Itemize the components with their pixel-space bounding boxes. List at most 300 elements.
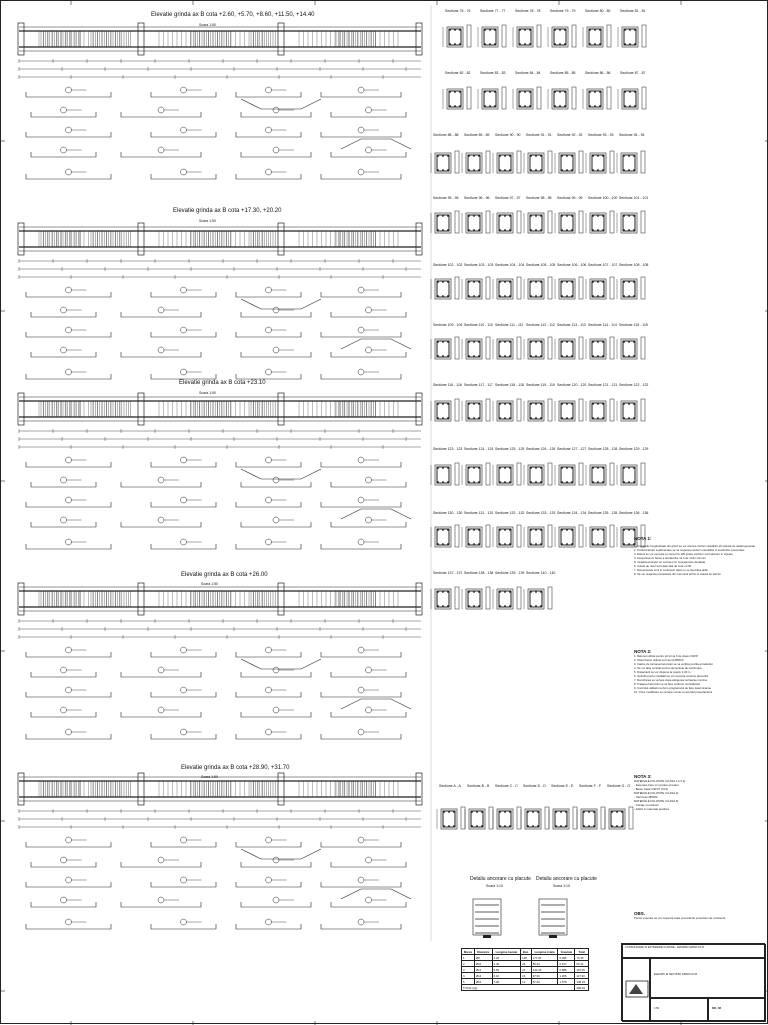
section-bar <box>504 341 506 343</box>
table-cell: Ø12 <box>474 967 492 973</box>
rebar-mark <box>266 877 272 883</box>
stirrup-shape <box>486 525 490 547</box>
stirrup-shape <box>455 399 459 421</box>
table-header: Marca <box>462 949 475 955</box>
stirrup-shape <box>517 399 521 421</box>
section-bar <box>473 355 475 357</box>
note-line: 3. Etrierii se vor executa cu ciocuri la 135 grade conform normativelor in vigoare <box>634 552 733 556</box>
section-bar <box>478 155 480 157</box>
section-bar <box>499 481 501 483</box>
section-bar <box>504 417 506 419</box>
section-bar <box>571 403 573 405</box>
section-bar <box>468 295 470 297</box>
section-bar <box>599 29 601 31</box>
section-title: Sectiune 109 - 109 <box>433 323 463 327</box>
section-bar <box>471 825 473 827</box>
section-title: Sectiune 137 - 137 <box>433 571 463 575</box>
section-bar <box>442 341 444 343</box>
section-bar <box>561 281 563 283</box>
section-bar <box>628 215 630 217</box>
section-stirrup <box>437 215 449 231</box>
elevation-scale-4: Scara 1:50 <box>201 582 218 586</box>
section-bar <box>437 481 439 483</box>
rebar-mark <box>158 307 164 313</box>
section-bar <box>447 467 449 469</box>
section-bar <box>540 467 542 469</box>
section-bar <box>509 155 511 157</box>
detail-scale-2: Scara 1:10 <box>553 884 570 888</box>
section-bar <box>478 417 480 419</box>
stirrup-shape <box>641 399 645 421</box>
section-bar <box>530 417 532 419</box>
section-stirrup <box>449 91 461 107</box>
section-bar <box>530 341 532 343</box>
section-bar <box>449 105 451 107</box>
section-bar <box>540 355 542 357</box>
section-bar <box>597 481 599 483</box>
rebar-mark <box>181 539 187 545</box>
section-bar <box>597 403 599 405</box>
section-bar <box>597 355 599 357</box>
quantity-table-wrap <box>461 948 589 991</box>
section-title: Sectiune 140 - 140 <box>526 571 556 575</box>
section-bar <box>535 295 537 297</box>
section-bar <box>554 105 556 107</box>
section-bar <box>624 29 626 31</box>
column <box>416 773 422 805</box>
section-bar <box>623 341 625 343</box>
section-bar <box>530 295 532 297</box>
section-bar <box>473 341 475 343</box>
section-bar <box>437 403 439 405</box>
section-stirrup <box>530 467 542 483</box>
section-bar <box>454 105 456 107</box>
section-bar <box>437 591 439 593</box>
elevation-scale-3: Scara 1:50 <box>199 391 216 395</box>
section-bar <box>602 295 604 297</box>
section-bar <box>571 355 573 357</box>
rebar-mark <box>366 107 372 113</box>
stirrup-shape <box>573 807 577 829</box>
section-bar <box>628 355 630 357</box>
section-bar <box>509 543 511 545</box>
section-bar <box>535 281 537 283</box>
section-title: Sectiune 129 - 129 <box>619 447 649 451</box>
section-bar <box>454 43 456 45</box>
section-bar <box>504 467 506 469</box>
note-line: MATERIALE FOLOSITE (CLASA 3): <box>634 799 680 803</box>
section-bar <box>633 281 635 283</box>
section-bar <box>509 281 511 283</box>
section-bar <box>442 355 444 357</box>
section-bar <box>443 811 445 813</box>
stirrup-shape <box>641 337 645 359</box>
section-bar <box>437 341 439 343</box>
section-bar <box>623 543 625 545</box>
section-bar <box>611 825 613 827</box>
section-bar <box>447 169 449 171</box>
section-bar <box>537 825 539 827</box>
section-stirrup <box>468 155 480 171</box>
section-bar <box>594 91 596 93</box>
section-bar <box>437 605 439 607</box>
note-line: - Beton clasa C30/37 (XC1) <box>634 787 669 791</box>
section-bar <box>623 355 625 357</box>
note-line: 6. Cotele de nivel sunt date fata de cota +0.00 <box>634 564 692 568</box>
note-block-3 <box>634 774 764 811</box>
note-line: 5. Innadirea barelor se va face prin suprapunere decalata <box>634 560 706 564</box>
section-bar <box>447 281 449 283</box>
section-bar <box>561 295 563 297</box>
elevation-scale-5: Scara 1:50 <box>201 775 218 779</box>
section-stirrup <box>530 281 542 297</box>
stirrup-shape <box>517 525 521 547</box>
section-bar <box>559 105 561 107</box>
section-title: Sectiune 122 - 122 <box>619 383 649 387</box>
drawing-title: ELEVATII SI SECTIUNI GRINZI AX B <box>654 973 697 976</box>
note-line: MATERIALE FOLOSITE (CLASA 2): <box>634 791 680 795</box>
section-stirrup <box>468 341 480 357</box>
section-bar <box>473 467 475 469</box>
section-bar <box>529 91 531 93</box>
section-bar <box>509 825 511 827</box>
rebar-mark <box>66 287 72 293</box>
section-bar <box>447 543 449 545</box>
section-stirrup <box>468 403 480 419</box>
section-bar <box>504 403 506 405</box>
note-line: 4. Se vor lasa mustati pentru elementele de continuare <box>634 666 702 670</box>
section-stirrup <box>471 811 483 827</box>
section-stirrup <box>555 811 567 827</box>
rebar-mark <box>61 107 67 113</box>
section-bar <box>540 605 542 607</box>
section-bar <box>633 467 635 469</box>
rebar-mark <box>66 369 72 375</box>
section-bar <box>437 467 439 469</box>
section-bar <box>519 91 521 93</box>
rebar-mark <box>266 457 272 463</box>
section-bar <box>561 341 563 343</box>
section-title: Sectiune 132 - 132 <box>495 511 525 515</box>
rebar-mark <box>158 477 164 483</box>
rebar-mark <box>66 169 72 175</box>
section-bar <box>602 481 604 483</box>
stirrup-shape <box>572 87 576 109</box>
section-bar <box>535 403 537 405</box>
stirrup-shape <box>641 211 645 233</box>
column <box>416 393 422 425</box>
table-cell: 1.578 <box>558 979 575 985</box>
rebar-mark <box>266 127 272 133</box>
section-stirrup <box>623 403 635 419</box>
section-bar <box>453 825 455 827</box>
section-bar <box>447 295 449 297</box>
section-bar <box>494 43 496 45</box>
section-bar <box>442 591 444 593</box>
section-stirrup <box>468 529 480 545</box>
section-title: Sectiune 115 - 115 <box>619 323 648 327</box>
section-bar <box>628 229 630 231</box>
rebar-mark <box>158 517 164 523</box>
section-stirrup <box>443 811 455 827</box>
stirrup-shape <box>486 277 490 299</box>
note-line: 8. Se vor respecta prevederile din memoriul tehnic si caietul de sarcini <box>634 572 721 576</box>
drawing-linework <box>1 1 768 1025</box>
section-stirrup <box>468 281 480 297</box>
section-bar <box>566 481 568 483</box>
rebar-mark <box>66 497 72 503</box>
section-title: Sectiune 83 - 83 <box>480 71 506 75</box>
section-bar <box>437 355 439 357</box>
section-bar <box>529 29 531 31</box>
section-bar <box>437 543 439 545</box>
section-bar <box>597 155 599 157</box>
section-bar <box>597 229 599 231</box>
section-bar <box>447 355 449 357</box>
stirrup-shape <box>517 463 521 485</box>
table-cell: 97.60 <box>531 973 558 979</box>
stirrup-shape <box>579 211 583 233</box>
section-bar <box>634 29 636 31</box>
section-stirrup <box>530 215 542 231</box>
section-bar <box>509 169 511 171</box>
section-bar <box>468 155 470 157</box>
section-bar <box>540 215 542 217</box>
rebar-mark <box>66 327 72 333</box>
section-stirrup <box>561 155 573 171</box>
rebar-mark <box>181 877 187 883</box>
section-stirrup <box>437 403 449 419</box>
section-title: Sectiune 118 - 118 <box>495 383 524 387</box>
rebar-mark <box>273 107 279 113</box>
section-bar <box>628 281 630 283</box>
section-bar <box>530 403 532 405</box>
rebar-mark <box>358 457 364 463</box>
section-bar <box>592 229 594 231</box>
rebar-mark <box>66 457 72 463</box>
section-bar <box>571 481 573 483</box>
section-bar <box>437 295 439 297</box>
note-line: - Otel beton B500C <box>634 795 658 799</box>
section-bar <box>504 155 506 157</box>
section-bar <box>468 169 470 171</box>
section-bar <box>509 215 511 217</box>
bent-bar <box>341 509 411 519</box>
section-bar <box>443 825 445 827</box>
section-bar <box>623 467 625 469</box>
section-bar <box>623 229 625 231</box>
section-bar <box>449 29 451 31</box>
section-stirrup <box>468 591 480 607</box>
section-bar <box>592 295 594 297</box>
rebar-mark <box>181 369 187 375</box>
note-line: 4. Acoperirea cu beton a armaturilor va fi de minim 30 mm <box>634 556 706 560</box>
section-bar <box>566 543 568 545</box>
section-bar <box>566 169 568 171</box>
detail-scale-1: Scara 1:10 <box>486 884 503 888</box>
section-bar <box>589 91 591 93</box>
section-bar <box>478 467 480 469</box>
rebar-mark <box>273 307 279 313</box>
note-line: 3. Inainte de turnarea betonului se va verifica pozitia armaturilor <box>634 662 713 666</box>
section-bar <box>447 229 449 231</box>
section-bar <box>602 355 604 357</box>
stirrup-shape <box>579 463 583 485</box>
bottom-section-title: Sectiune F - F <box>579 784 601 788</box>
section-bar <box>478 591 480 593</box>
stirrup-shape <box>486 151 490 173</box>
section-bar <box>478 341 480 343</box>
section-bar <box>540 341 542 343</box>
table-header: Greutate <box>558 949 575 955</box>
note-line: 1. Armaturile longitudinale din grinzi se vor ancora conform detaliilor din plansa de detalii generale <box>634 544 756 548</box>
section-bar <box>628 481 630 483</box>
section-bar <box>530 215 532 217</box>
section-bar <box>559 43 561 45</box>
table-header: Diametru <box>474 949 492 955</box>
section-bar <box>473 215 475 217</box>
elevation-title-3: Elevatie grinda ax B cota +23.10 <box>179 380 266 386</box>
section-title: Sectiune 134 - 134 <box>557 511 587 515</box>
obs-title: OBS. <box>634 911 646 916</box>
column <box>278 23 284 55</box>
section-bar <box>524 29 526 31</box>
section-bar <box>442 417 444 419</box>
detail-outline <box>473 899 501 935</box>
section-title: Sectiune 111 - 111 <box>495 323 524 327</box>
section-bar <box>623 155 625 157</box>
section-title: Sectiune 78 - 78 <box>515 9 541 13</box>
section-stirrup <box>592 529 604 545</box>
note-line: 7. Decofrarea se va face dupa atingerea rezistentei minime <box>634 678 708 682</box>
note-line: MATERIALE FOLOSITE (CLASA 1.1/1.2): <box>634 779 687 783</box>
section-bar <box>633 169 635 171</box>
section-title: Sectiune 116 - 116 <box>433 383 462 387</box>
section-stirrup <box>499 215 511 231</box>
rebar-mark <box>366 517 372 523</box>
section-title: Sectiune 121 - 121 <box>588 383 618 387</box>
section-bar <box>561 481 563 483</box>
section-title: Sectiune 107 - 107 <box>588 263 618 267</box>
rebar-mark <box>273 667 279 673</box>
section-stirrup <box>484 29 496 45</box>
section-bar <box>499 295 501 297</box>
section-bar <box>478 229 480 231</box>
section-bar <box>537 811 539 813</box>
section-bar <box>530 605 532 607</box>
section-bar <box>566 295 568 297</box>
section-bar <box>504 543 506 545</box>
note-1-title: NOTA 1: <box>634 536 652 541</box>
section-stirrup <box>499 467 511 483</box>
rebar-mark <box>61 477 67 483</box>
rebar-mark <box>366 707 372 713</box>
section-bar <box>560 811 562 813</box>
section-bar <box>633 403 635 405</box>
section-bar <box>532 825 534 827</box>
rebar-mark <box>358 169 364 175</box>
section-bar <box>592 543 594 545</box>
section-bar <box>468 341 470 343</box>
section-bar <box>555 811 557 813</box>
section-bar <box>623 417 625 419</box>
section-stirrup <box>561 281 573 297</box>
rebar-mark <box>61 857 67 863</box>
section-bar <box>624 91 626 93</box>
section-bar <box>561 355 563 357</box>
stirrup-shape <box>486 211 490 233</box>
detail-title-2: Detaliu ancorare cu placute <box>536 876 597 882</box>
stirrup-shape <box>455 277 459 299</box>
section-bar <box>524 105 526 107</box>
stirrup-shape <box>467 87 471 109</box>
section-bar <box>437 529 439 531</box>
section-bar <box>599 43 601 45</box>
section-bar <box>589 105 591 107</box>
section-bar <box>594 29 596 31</box>
section-bar <box>540 481 542 483</box>
stirrup-shape <box>610 337 614 359</box>
section-title: Sectiune 131 - 131 <box>464 511 494 515</box>
section-bar <box>571 543 573 545</box>
rebar-mark <box>273 897 279 903</box>
section-bar <box>602 215 604 217</box>
quantity-table <box>461 948 589 991</box>
rebar-mark <box>61 897 67 903</box>
stirrup-shape <box>455 151 459 173</box>
rebar-mark <box>158 707 164 713</box>
section-bar <box>499 281 501 283</box>
note-line: - Aditivi si materiale auxiliare <box>634 807 670 811</box>
section-bar <box>468 417 470 419</box>
section-bar <box>468 543 470 545</box>
section-bar <box>449 43 451 45</box>
section-bar <box>459 29 461 31</box>
section-bar <box>468 215 470 217</box>
section-bar <box>535 605 537 607</box>
column <box>278 223 284 255</box>
table-cell: 36 <box>521 961 532 967</box>
section-bar <box>468 229 470 231</box>
rebar-mark <box>66 127 72 133</box>
section-bar <box>478 605 480 607</box>
rebar-mark <box>61 347 67 353</box>
section-stirrup <box>499 155 511 171</box>
column <box>138 583 144 615</box>
section-bar <box>571 215 573 217</box>
section-title: Sectiune 87 - 87 <box>620 71 646 75</box>
section-bar <box>509 591 511 593</box>
section-bar <box>540 417 542 419</box>
section-stirrup <box>499 281 511 297</box>
table-cell: Ø16 <box>474 979 492 985</box>
section-title: Sectiune 127 - 127 <box>557 447 587 451</box>
section-bar <box>527 825 529 827</box>
section-bar <box>621 825 623 827</box>
section-title: Sectiune 80 - 80 <box>585 9 611 13</box>
section-bar <box>442 155 444 157</box>
section-title: Sectiune 130 - 130 <box>433 511 463 515</box>
section-title: Sectiune 96 - 96 <box>464 196 490 200</box>
section-bar <box>468 529 470 531</box>
section-bar <box>448 811 450 813</box>
section-bar <box>602 403 604 405</box>
rebar-mark <box>158 667 164 673</box>
bent-bar <box>241 469 321 479</box>
section-stirrup <box>437 341 449 357</box>
section-bar <box>437 169 439 171</box>
section-bar <box>628 467 630 469</box>
